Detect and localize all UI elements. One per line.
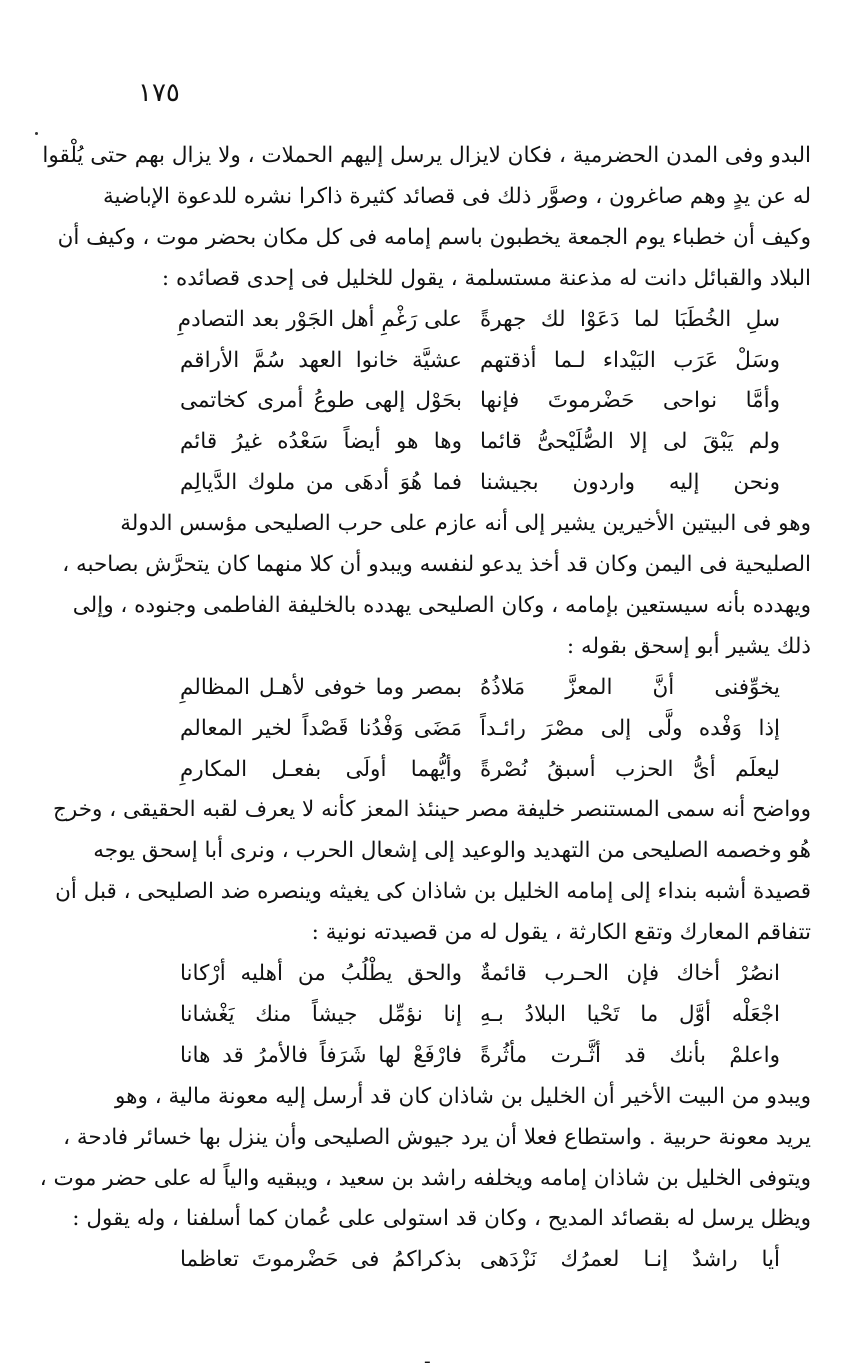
paragraph-line: ويبدو من البيت الأخير أن الخليل بن شاذان كان قد أرسل إليه معونة مالية ، وهو: [115, 1083, 811, 1109]
paragraph-line: ويهدده بأنه سيستعين بإمامه ، وكان الصليحى يهدده بالخليفة الفاطمى وجنوده ، وإلى: [72, 592, 811, 618]
paragraph-line: هُو وخصمه الصليحى من التهديد والوعيد إلى إشعال الحرب ، ونرى أبا إسحق يوجه: [93, 838, 811, 864]
scan-speck: [35, 132, 38, 135]
paragraph-line: الصليحية فى اليمن وكان قد أخذ يدعو لنفسه ويبدو أن كلا منهما كان يتحرَّش بصاحبه ،: [62, 552, 811, 577]
paragraph-line: ويتوفى الخليل بن شاذان إمامه ويخلفه راشد بن سعيد ، ويبقيه والياً له على حضر موت ،: [39, 1165, 811, 1191]
verse-first-hemistich: أيا راشدٌ إنـا لعمرُك نَزْدَهى: [480, 1247, 780, 1273]
paragraph-line: وهو فى البيتين الأخيرين يشير إلى أنه عازم على حرب الصليحى مؤسس الدولة: [120, 511, 811, 537]
verse-first-hemistich: ليعلَم أىُّ الحزب أسبقُ نُصْرةً: [480, 756, 780, 782]
paragraph-line: يريد معونة حربية . واستطاع فعلا أن يرد جيوش الصليحى وأن ينزل بها خسائر فادحة ،: [63, 1124, 811, 1150]
paragraph-line: قصيدة أشبه بنداء إلى إمامه الخليل بن شاذان كى يغيثه وينصره ضد الصليحى ، قبل أن: [55, 879, 811, 905]
verse-first-hemistich: سلِ الخُطَبَا لما دَعَوْا لك جهرةً: [480, 306, 780, 332]
verse-second-hemistich: والحق يطْلُبُ من أهليه أرْكانا: [180, 961, 462, 986]
verse-second-hemistich: على رَغْمِ أهل الجَوْر بعد التصادمِ: [177, 306, 462, 332]
paragraph-line: ويظل يرسل له بقصائد المديح ، وكان قد استولى على عُمان كما أسلفنا ، وله يقول :: [72, 1206, 811, 1232]
paragraph-last-line: ذلك يشير أبو إسحق بقوله :: [566, 633, 811, 659]
footer-mark: ـ: [425, 1348, 430, 1367]
verse-first-hemistich: وأمَّا نواحى حَضْرموتَ فإنها: [480, 388, 780, 414]
verse-second-hemistich: مَضَى وَفْدُنا قَصْداً لخير المعالم: [180, 715, 462, 741]
verse-second-hemistich: وأيُّهما أولَى بفعـل المكارمِ: [180, 756, 462, 782]
verse-second-hemistich: بمصر وما خوفى لأهـل المظالمِ: [180, 674, 462, 700]
verse-second-hemistich: فارْفَعْ لها شَرَفاً فالأمرُ قد هانا: [180, 1042, 462, 1068]
verse-first-hemistich: اجْعَلْه أوَّل ما تَحْيا البلادُ بـهِ: [480, 1001, 780, 1027]
verse-second-hemistich: بذكراكمُ فى حَضْرموتَ تعاظما: [180, 1247, 462, 1273]
verse-first-hemistich: واعلمْ بأنك قد أثَّـرت مأثُرةً: [480, 1042, 780, 1068]
verse-first-hemistich: انصُرْ أخاك فإن الحـرب قائمةٌ: [480, 961, 780, 986]
paragraph-line: له عن يدٍ وهم صاغرون ، وصوَّر ذلك فى قصائد كثيرة ذاكرا نشره للدعوة الإباضية: [102, 183, 811, 209]
paragraph-line: وواضح أنه سمى المستنصر خليفة مصر حينئذ المعز كأنه لا يعرف لقبه الحقيقى ، وخرج: [53, 797, 811, 823]
paragraph-last-line: البلاد والقبائل دانت له مذعنة مستسلمة ، يقول للخليل فى إحدى قصائده :: [161, 265, 811, 291]
page-number: ١٧٥: [138, 78, 180, 108]
verse-first-hemistich: ولم يَبْقَ لى إلا الصُّلَيْحىُّ قائما: [480, 429, 780, 455]
verse-first-hemistich: إذا وَفْده ولَّى إلى مصْرَ رائـداً: [480, 715, 780, 741]
verse-second-hemistich: إنا نؤمِّل جيشاً منك يَغْشانا: [180, 1001, 462, 1027]
verse-first-hemistich: وسَلْ عَرَب البَيْداء لـما أذقتهم: [480, 347, 780, 373]
verse-second-hemistich: فما هُوَ أدهَى من ملوك الدَّيالِم: [180, 470, 462, 496]
verse-first-hemistich: ونحن إليه واردون بجيشنا: [480, 470, 780, 496]
paragraph-line: البدو وفى المدن الحضرمية ، فكان لايزال يرسل إليهم الحملات ، ولا يزال بهم حتى يُلْقوا: [42, 143, 811, 168]
paragraph-line: وكيف أن خطباء يوم الجمعة يخطبون باسم إمامه فى كل مكان بحضر موت ، وكيف أن: [57, 224, 811, 250]
verse-first-hemistich: يخوِّفنى أنَّ المعزَّ مَلاذُهُ: [480, 674, 780, 700]
verse-second-hemistich: بحَوْل إلهى طوعُ أمرى كخاتمى: [180, 388, 462, 414]
verse-second-hemistich: وها هو أيضاً سَعْدُه غيرُ قائم: [180, 429, 462, 455]
verse-second-hemistich: عشيَّة خانوا العهد سُمَّ الأراقم: [180, 347, 462, 373]
paragraph-last-line: تتفاقم المعارك وتقع الكارثة ، يقول له من قصيدته نونية :: [311, 920, 811, 946]
